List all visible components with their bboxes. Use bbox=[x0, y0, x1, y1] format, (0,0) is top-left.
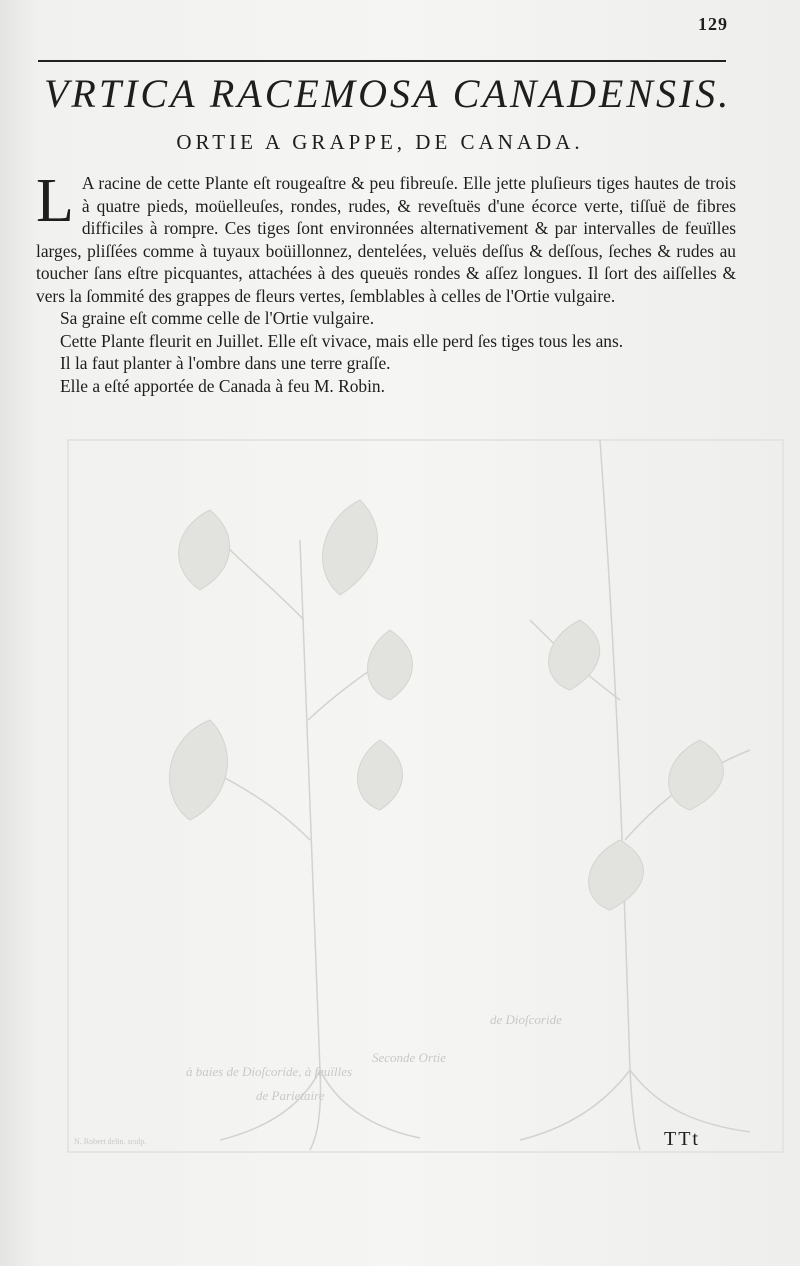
paragraph-planting: Il la faut planter à l'ombre dans une terre graſſe. bbox=[60, 353, 391, 373]
paragraph-flowering: Cette Plante fleurit en Juillet. Elle eſt vivace, mais elle perd ſes tiges tous les ans. bbox=[60, 330, 624, 351]
header-rule bbox=[38, 60, 726, 62]
right-plant-roots bbox=[520, 1070, 750, 1150]
show-through-caption: de Parietaire bbox=[256, 1088, 325, 1103]
body-text bbox=[36, 167, 736, 397]
right-plant-stem bbox=[600, 440, 630, 1070]
leaf bbox=[669, 740, 724, 810]
leaf bbox=[323, 500, 378, 595]
leaf bbox=[358, 740, 403, 810]
drop-cap: L bbox=[36, 167, 74, 235]
french-title: ORTIE A GRAPPE, DE CANADA. bbox=[176, 130, 584, 154]
leaf bbox=[179, 510, 230, 590]
paragraph-seed: Sa graine eſt comme celle de l'Ortie vulgaire. bbox=[60, 308, 375, 328]
left-plant-roots bbox=[220, 1070, 420, 1150]
left-plant-branch bbox=[220, 540, 304, 620]
show-through-caption: de Dioſcoride bbox=[490, 1012, 562, 1027]
engraver-signature: N. Robert delin. sculp. bbox=[74, 1137, 147, 1146]
show-through-caption: à baies de Dioſcoride, à feuïlles bbox=[186, 1064, 353, 1079]
leaf bbox=[589, 840, 644, 910]
page-number: 129 bbox=[698, 14, 728, 34]
plant-illustration-show-through bbox=[60, 420, 790, 1160]
catchword: TTt bbox=[664, 1128, 700, 1150]
leaf bbox=[549, 620, 600, 690]
latin-title: VRTICA RACEMOSA CANADENSIS. bbox=[44, 71, 732, 116]
show-through-caption: Seconde Ortie bbox=[372, 1050, 447, 1065]
paragraph-origin: Elle a eſté apportée de Canada à feu M. Robin. bbox=[60, 375, 385, 396]
first-paragraph-text: A racine de cette Plante eſt rougeaſtre & peu fibreuſe. Elle jette pluſieurs tiges hautes de trois à quatre pieds, moüelleuſes, rondes, rudes, & reveſtuës d'une écorce verte, tiſſuë de fibres difficiles à rompre. Ces tiges ſont environnées alternativement & par intervalles de feuïlles larges, pliſſées comme à tuyaux boüillonnez, dentelées, veluës deſſus & deſſous, ſeches & rudes au toucher ſans eſtre picquantes, attachées à des queuës rondes & aſſez longues. Il ſort des aiſſelles & vers la ſommité des grappes de fleurs vertes, ſemblables à celles de l'Ortie vulgaire. bbox=[36, 173, 736, 306]
leaf bbox=[170, 720, 228, 820]
leaf bbox=[368, 630, 413, 700]
first-paragraph bbox=[36, 167, 736, 307]
